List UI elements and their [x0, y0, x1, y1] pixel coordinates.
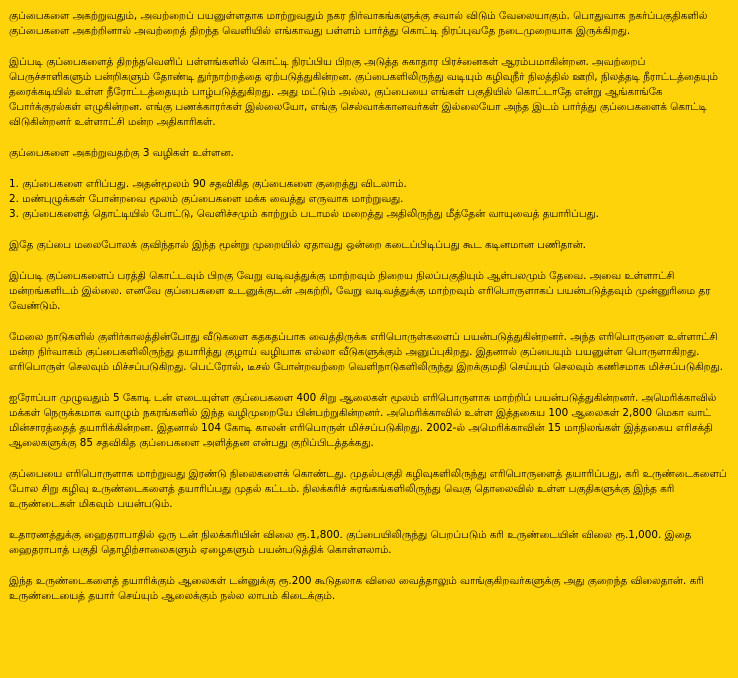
- paragraph-problems: இப்படி குப்பைகளைத் திறந்தவெளிப் பள்ளங்களில் கொட்டி நிரப்பிய பிறகு அடுத்த சுகாதார பிரச்னைகள் ஆரம்பமாகின்றன. அவற்றைப் பெருச்சாளிகளும் பன்றிகளும் தோண்டி துர்நாற்றத்தை ஏற்படுத்துகின்றன. குப்பைகளிலிருந்து வடியும் கழிவுநீர் நிலத்தில் ஊறி, நிலத்தடி நீராட்டத்தையும் தரைக்கடியில் உள்ள நீரோட்டத்தையும் பாழ்படுத்துகிறது. அது மட்டும் அல்ல, குப்பையை எங்கள் பகுதியில் கொட்டாதே என்று ஆங்காங்கே போர்க்குரல்கள் எழுகின்றன. எங்கு பணக்காரர்கள் இல்லையோ, எங்கு செல்வாக்கானவர்கள் இல்லையோ அந்த இடம் பார்த்து குப்பைகளைக் கொட்டி விடுகின்றனர் உள்ளாட்சி மன்ற அதிகாரிகள்.: [9, 56, 718, 128]
- paragraph-western-countries: மேலை நாடுகளில் குளிர்காலத்தின்போது வீடுகளை கதகதப்பாக வைத்திருக்க எரிபொருள்களைப் பயன்படுத்துகின்றனர். அந்த எரிபொருளை உள்ளாட்சி மன்ற நிர்வாகம் குப்பைகளிலிருந்து தயாரித்து குழாய் வழியாக எல்லா வீடுகளுக்கும் அனுப்புகிறது. இதனால் குப்பையும் பயனுள்ள பொருளாகிறது. எரிபொருள் செலவும் மிச்சப்படுகிறது. பெட்ரோல், டீசல் போன்றவற்றை வெளிநாடுகளிலிருந்து இறக்குமதி செய்யும் செலவும் கணிசமாக மிச்சப்படுகிறது.: [9, 331, 724, 373]
- paragraph-intro: குப்பைகளை அகற்றுவதும், அவற்றைப் பயனுள்ளதாக மாற்றுவதும் நகர நிர்வாகங்களுக்கு சவால் விடும் வேலையாகும். பொதுவாக நகர்ப்பகுதிகளில் குப்பைகளை அகற்றினால் அவற்றைத் திறந்த வெளியில் எங்காவது பள்ளம் பார்த்து கொட்டி நிரப்புவதே நடைமுறையாக இருக்கிறது.: [9, 10, 708, 37]
- paragraph-methods-list: 1. குப்பைகளை எரிப்பது. அதன்மூலம் 90 சதவிகித குப்பைகளை குறைத்து விடலாம். 2. மண்புழுக்கள் போன்றவை மூலம் குப்பைகளை மக்க வைத்து எருவாக மாற்றுவது. 3. குப்பைகளைத் தொட்டியில் போட்டு, வெளிச்சமும் காற்றும் படாமல் மறைத்து அதிலிருந்து மீத்தேன் வாயுவைத் தயாரிப்பது.: [9, 178, 599, 220]
- paragraph-difficulty: இதே குப்பை மலைபோலக் குவிந்தால் இந்த மூன்று முறையில் ஏதாவது ஒன்றை கடைப்பிடிப்பது கூட கடினமான பணிதான்.: [9, 239, 586, 251]
- paragraph-land-requirement: இப்படி குப்பைகளைப் பரத்தி கொட்டவும் பிறகு வேறு வடிவத்துக்கு மாற்றவும் நிறைய நிலப்பகுதியும் ஆள்பலமும் தேவை. அவை உள்ளாட்சி மன்றங்களிடம் இல்லை. எனவே குப்பைகளை உடனுக்குடன் அகற்றி, வேறு வடிவத்துக்கு மாற்றவும் எரிபொருளாகப் பயன்படுத்தவும் முன்னுரிமை தர வேண்டும்.: [9, 270, 711, 312]
- paragraph-profit: இந்த உருண்டைகளைத் தயாரிக்கும் ஆலைகள் டன்னுக்கு ரூ.200 கூடுதலாக விலை வைத்தாலும் வாங்குகிறவர்களுக்கு அது குறைந்த விலைதான். கரி உருண்டையைத் தயார் செய்யும் ஆலைக்கும் நல்ல லாபம் கிடைக்கும்.: [9, 575, 704, 602]
- paragraph-two-stages: குப்பையை எரிபொருளாக மாற்றுவது இரண்டு நிலைகளைக் கொண்டது. முதல்பகுதி கழிவுகளிலிருந்து எரிபொருளைத் தயாரிப்பது, கரி உருண்டைகளைப் போல சிறு கழிவு உருண்டைகளைத் தயாரிப்பது முதல் கட்டம். நிலக்கரிச் சுரங்கங்களிலிருந்து வெகு தொலைவில் உள்ள பகுதிகளுக்கு இந்த கரி உருண்டைகள் மிகவும் பயன்படும்.: [9, 468, 727, 510]
- paragraph-hyderabad-example: உதாரணத்துக்கு ஹைதராபாதில் ஒரு டன் நிலக்கரியின் விலை ரூ.1,800. குப்பையிலிருந்து பெறப்படும் கரி உருண்டையின் விலை ரூ.1,000. இதை ஹைதராபாத் பகுதி தொழிற்சாலைகளும் ஏழைகளும் பயன்படுத்திக் கொள்ளலாம்.: [9, 529, 692, 556]
- paragraph-europe-america: ஐரோப்பா முழுவதும் 5 கோடி டன் எடையுள்ள குப்பைகளை 400 சிறு ஆலைகள் மூலம் எரிபொருளாக மாற்றிப் பயன்படுத்துகின்றனர். அமெரிக்காவில் மக்கள் நெருக்கமாக வாழும் நகரங்களில் இந்த வழிமுறையே பின்பற்றுகின்றனர். அமெரிக்காவில் உள்ள இத்தகைய 100 ஆலைகள் 2,800 மெகா வாட் மின்சாரத்தைத் தயாரிக்கின்றன. இதனால் 104 கோடி காலன் எரிபொருள் மிச்சப்படுகிறது. 2002-ல் அமெரிக்காவின் 15 மாநிலங்கள் இத்தகைய எரிசக்தி ஆலைகளுக்கு 85 சதவிகித குப்பைகளை அளித்தன என்பது குறிப்பிடத்தக்கது.: [9, 392, 717, 449]
- paragraph-three-methods-heading: குப்பைகளை அகற்றுவதற்கு 3 வழிகள் உள்ளன.: [9, 147, 234, 159]
